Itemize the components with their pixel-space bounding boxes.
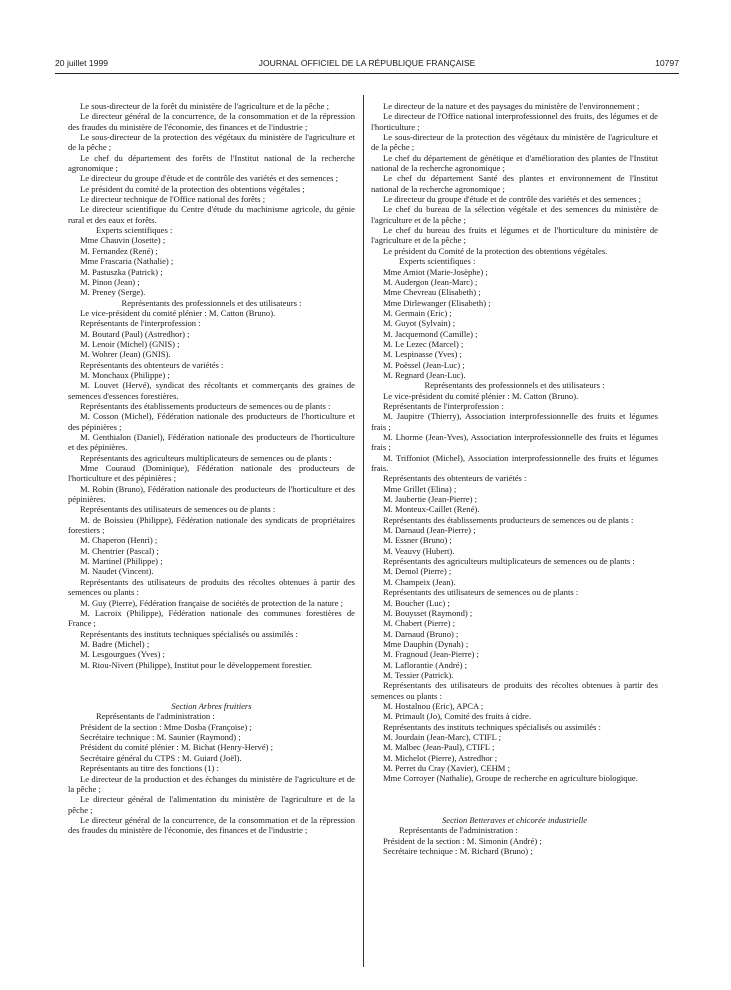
column-divider xyxy=(363,95,364,967)
list-item: M. Lespinasse (Yves) ; xyxy=(383,349,462,360)
list-item: M. Wohrer (Jean) (GNIS). xyxy=(80,349,171,360)
header-date: 20 juillet 1999 xyxy=(55,58,109,68)
list-item: M. Essner (Bruno) ; xyxy=(383,535,452,546)
list-item: Secrétaire technique : M. Richard (Bruno) ; xyxy=(383,845,533,856)
list-item: M. Veauvy (Hubert). xyxy=(383,545,455,556)
paragraph: Le vice-président du comité plénier : M. Catton (Bruno). xyxy=(80,307,276,318)
list-item: Président du comité plénier : M. Bichat (Henry-Hervé) ; xyxy=(80,742,274,753)
paragraph: Le directeur général de l'alimentation du ministère de l'agriculture et de la pêche ; xyxy=(68,794,355,815)
group-heading: Représentants des obtenteurs de variétés : xyxy=(80,359,224,370)
paragraph: Le directeur du groupe d'étude et de contrôle des variétés et des semences ; xyxy=(80,173,339,184)
list-item: M. Chabert (Pierre) ; xyxy=(383,618,456,629)
list-item: M. Boutard (Paul) (Astredhor) ; xyxy=(80,328,190,339)
group-heading: Experts scientifiques : xyxy=(399,256,476,267)
paragraph: M. Lacroix (Philippe), Fédération nationale des communes forestières de France ; xyxy=(68,607,355,629)
list-item: M. Lenoir (Michel) (GNIS) ; xyxy=(80,338,180,349)
paragraph: Représentants des instituts techniques spécialisés ou assimilés : xyxy=(80,628,298,639)
list-item: M. Monteux-Caillet (René). xyxy=(383,504,480,515)
paragraph: Représentants des agriculteurs multiplicateurs de semences ou de plants : xyxy=(80,452,332,463)
list-item: Président de la section : Mme Dosba (Françoise) ; xyxy=(80,721,252,732)
list-item: M. Pastuszka (Patrick) ; xyxy=(80,266,163,277)
paragraph: Le sous-directeur de la protection des végétaux du ministère de l'agriculture et de la pêche ; xyxy=(68,132,355,153)
section-title: Section Betteraves et chicorée industrielle xyxy=(441,814,588,825)
list-item: M. Boucher (Luc) ; xyxy=(383,597,450,608)
paragraph: Le chef du département des forêts de l'Institut national de la recherche agronomique ; xyxy=(68,152,355,174)
list-item: M. Darnaud (Bruno) ; xyxy=(383,628,459,639)
list-item: M. Primault (Jo), Comité des fruits à cidre. xyxy=(383,711,531,722)
paragraph: Le chef du bureau de la sélection végétale et des semences du ministère de l'agriculture et de la pêche ; xyxy=(371,204,658,225)
paragraph: Représentants des agriculteurs multiplicateurs de semences ou de plants : xyxy=(383,556,635,567)
paragraph: Le président du comité de la protection des obtentions végétales ; xyxy=(80,183,305,194)
page-number: 10797 xyxy=(655,58,679,68)
paragraph: Le directeur de la production et des échanges du ministère de l'agriculture et de la pêche ; xyxy=(68,773,355,794)
paragraph: Le vice-président du comité plénier : M. Catton (Bruno). xyxy=(383,390,579,401)
list-item: M. Naudet (Vincent). xyxy=(80,566,154,577)
paragraph: M. Robin (Bruno), Fédération nationale des producteurs de l'horticulture et des pépinières. xyxy=(68,483,355,505)
list-item: Mme Chauvin (Josette) ; xyxy=(80,235,166,246)
list-item: M. Jaubertie (Jean-Pierre) ; xyxy=(383,494,478,505)
group-heading: Représentants des professionnels et des utilisateurs : xyxy=(424,380,605,391)
paragraph: M. Riou-Nivert (Philippe), Institut pour le développement forestier. xyxy=(80,659,312,670)
list-item: M. Chaperon (Henri) ; xyxy=(80,535,158,546)
group-heading: Experts scientifiques : xyxy=(96,225,173,236)
paragraph: Le directeur du groupe d'étude et de contrôle des variétés et des semences ; xyxy=(383,194,642,205)
group-heading: Représentants des utilisateurs de semences ou de plants : xyxy=(383,587,579,598)
right-column xyxy=(371,101,658,856)
group-heading: Représentants de l'administration : xyxy=(96,711,215,722)
list-item: Mme Dauphin (Dynah) ; xyxy=(383,638,469,649)
list-item: M. Demol (Pierre) ; xyxy=(383,566,452,577)
paragraph: Le directeur scientifique du Centre d'étude du machinisme agricole, du génie rural et des eaux et forêts. xyxy=(68,204,355,225)
list-item: M. Fernandez (René) ; xyxy=(80,245,158,256)
list-item: M. Perret du Cray (Xavier), CEHM ; xyxy=(383,763,510,773)
paragraph: M. Jaupitre (Thierry), Association interprofessionnelle des fruits et légumes frais ; xyxy=(371,411,658,432)
list-item: M. Monchaux (Philippe) ; xyxy=(80,369,170,380)
paragraph: Le sous-directeur de la forêt du ministère de l'agriculture et de la pêche ; xyxy=(80,101,329,111)
header-rule xyxy=(55,73,679,74)
group-heading: Représentants des professionnels et des utilisateurs : xyxy=(121,297,302,308)
paragraph: M. Triffoniot (Michel), Association interprofessionnelle des fruits et légumes frais. xyxy=(371,452,658,474)
paragraph: Le directeur technique de l'Office national des forêts ; xyxy=(80,194,266,205)
list-item: Mme Grillet (Elina) ; xyxy=(383,483,457,494)
list-item: M. Fragnoud (Jean-Pierre) ; xyxy=(383,649,479,660)
list-item: M. Lesgourgues (Yves) ; xyxy=(80,649,165,660)
list-item: M. Jourdain (Jean-Marc), CTIFL ; xyxy=(383,731,502,742)
page-header xyxy=(55,56,679,70)
left-column xyxy=(68,101,355,836)
paragraph: Représentants des utilisateurs de produits des récoltes obtenues à partir des semences ou plants : xyxy=(68,576,355,598)
list-item: Président de la section : M. Simonin (André) ; xyxy=(383,835,542,846)
list-item: M. Hostalnou (Eric), APCA ; xyxy=(383,700,484,711)
paragraph: Représentants des établissements producteurs de semences ou de plants : xyxy=(383,514,634,525)
group-heading: Représentants de l'interprofession : xyxy=(80,318,201,329)
group-heading: Représentants des instituts techniques spécialisés ou assimilés : xyxy=(383,721,601,732)
list-item: Mme Dirlewanger (Elisabeth) ; xyxy=(383,297,491,308)
list-item: M. Germain (Eric) ; xyxy=(383,307,452,318)
list-item: M. Chentrier (Pascal) ; xyxy=(80,545,159,556)
group-heading: Représentants de l'administration : xyxy=(399,825,518,836)
paragraph: Le sous-directeur de la protection des végétaux du ministère de l'agriculture et de la pêche ; xyxy=(371,132,658,153)
list-item: M. Champeix (Jean). xyxy=(383,576,456,587)
list-item: M. Pinon (Jean) ; xyxy=(80,276,140,287)
journal-title: JOURNAL OFFICIEL DE LA RÉPUBLIQUE FRANÇAISE xyxy=(258,58,476,68)
list-item: Mme Chevreau (Elisabeth) ; xyxy=(383,287,481,298)
spacer xyxy=(371,792,658,806)
list-item: M. Michelot (Pierre), Astredhor ; xyxy=(383,752,498,763)
paragraph: M. Guy (Pierre), Fédération française de sociétés de protection de la nature ; xyxy=(80,597,343,608)
list-item: Secrétaire général du CTPS : M. Guiard (Joël). xyxy=(80,752,242,763)
list-item: M. Jacquemond (Camille) ; xyxy=(383,328,478,339)
paragraph: Mme Corroyer (Nathalie), Groupe de recherche en agriculture biologique. xyxy=(383,773,638,784)
list-item: M. Martinel (Philippe) ; xyxy=(80,556,163,567)
paragraph: Le directeur général de la concurrence, de la consommation et de la répression des fraudes du ministère de l'économie, des finances et de l'industrie ; xyxy=(68,814,355,836)
paragraph: Le chef du département de génétique et d'amélioration des plantes de l'Institut national de la recherche agronomique ; xyxy=(371,152,658,174)
list-item: M. Regnard (Jean-Luc). xyxy=(383,369,466,380)
group-heading: Représentants des obtenteurs de variétés : xyxy=(383,473,527,484)
group-heading: Représentants au titre des fonctions (1) : xyxy=(80,763,219,774)
paragraph: Représentants des établissements producteurs de semences ou de plants : xyxy=(80,400,331,411)
paragraph: Le directeur de la nature et des paysages du ministère de l'environnement ; xyxy=(383,101,640,111)
list-item: M. Bouysset (Raymond) ; xyxy=(383,607,473,618)
list-item: M. Guyot (Sylvain) ; xyxy=(383,318,456,329)
group-heading: Représentants des utilisateurs de semences ou de plants : xyxy=(80,504,276,515)
paragraph: M. de Boissieu (Philippe), Fédération nationale des syndicats de propriétaires forestiers ; xyxy=(68,514,355,536)
list-item: M. Poëssel (Jean-Luc) ; xyxy=(383,359,465,370)
section-title: Section Arbres fruitiers xyxy=(171,701,252,712)
paragraph: Représentants des utilisateurs de produits des récoltes obtenues à partir des semences ou plants : xyxy=(371,680,658,701)
paragraph: Le directeur de l'Office national interprofessionnel des fruits, des légumes et de l'horticulture ; xyxy=(371,111,658,132)
list-item: M. Preney (Serge). xyxy=(80,287,146,298)
list-item: M. Le Lezec (Marcel) ; xyxy=(383,338,464,349)
list-item: Secrétaire technique : M. Saunier (Raymond) ; xyxy=(80,732,241,743)
list-item: M. Tessier (Patrick). xyxy=(383,669,454,680)
list-item: M. Audergon (Jean-Marc) ; xyxy=(383,276,478,287)
list-item: Mme Frascaria (Nathalie) ; xyxy=(80,256,174,267)
group-heading: Représentants de l'interprofession : xyxy=(383,400,504,411)
paragraph: M. Genthialon (Daniel), Fédération nationale des producteurs de l'horticulture et des pépinières. xyxy=(68,432,355,453)
paragraph: M. Cosson (Michel), Fédération nationale des producteurs de l'horticulture et des pépinières ; xyxy=(68,411,355,432)
paragraph: Le président du Comité de la protection des obtentions végétales. xyxy=(383,245,608,256)
paragraph: M. Lhorme (Jean-Yves), Association interprofessionnelle des fruits et légumes frais ; xyxy=(371,432,658,453)
list-item: M. Malbec (Jean-Paul), CTIFL ; xyxy=(383,742,495,753)
list-item: M. Darnaud (Jean-Pierre) ; xyxy=(383,525,476,536)
paragraph: Le directeur général de la concurrence, de la consommation et de la répression des fraudes du ministère de l'économie, des finances et de l'industrie ; xyxy=(68,111,355,132)
paragraph: Le chef du département Santé des plantes et environnement de l'Institut national de la recherche agronomique ; xyxy=(371,173,658,194)
spacer xyxy=(68,679,355,693)
list-item: M. Badre (Michel) ; xyxy=(80,638,150,649)
paragraph: Mme Couraud (Dominique), Fédération nationale des producteurs de l'horticulture et des pépinières ; xyxy=(68,463,355,484)
paragraph: Le chef du bureau des fruits et légumes et de l'horticulture du ministère de l'agriculture et de la pêche ; xyxy=(371,225,658,246)
list-item: M. Laflorantie (André) ; xyxy=(383,659,467,670)
list-item: Mme Amiot (Marie-Josèphe) ; xyxy=(383,266,488,277)
paragraph: M. Louvet (Hervé), syndicat des récoltants et commerçants des graines de semences d'essences forestières. xyxy=(68,380,355,401)
